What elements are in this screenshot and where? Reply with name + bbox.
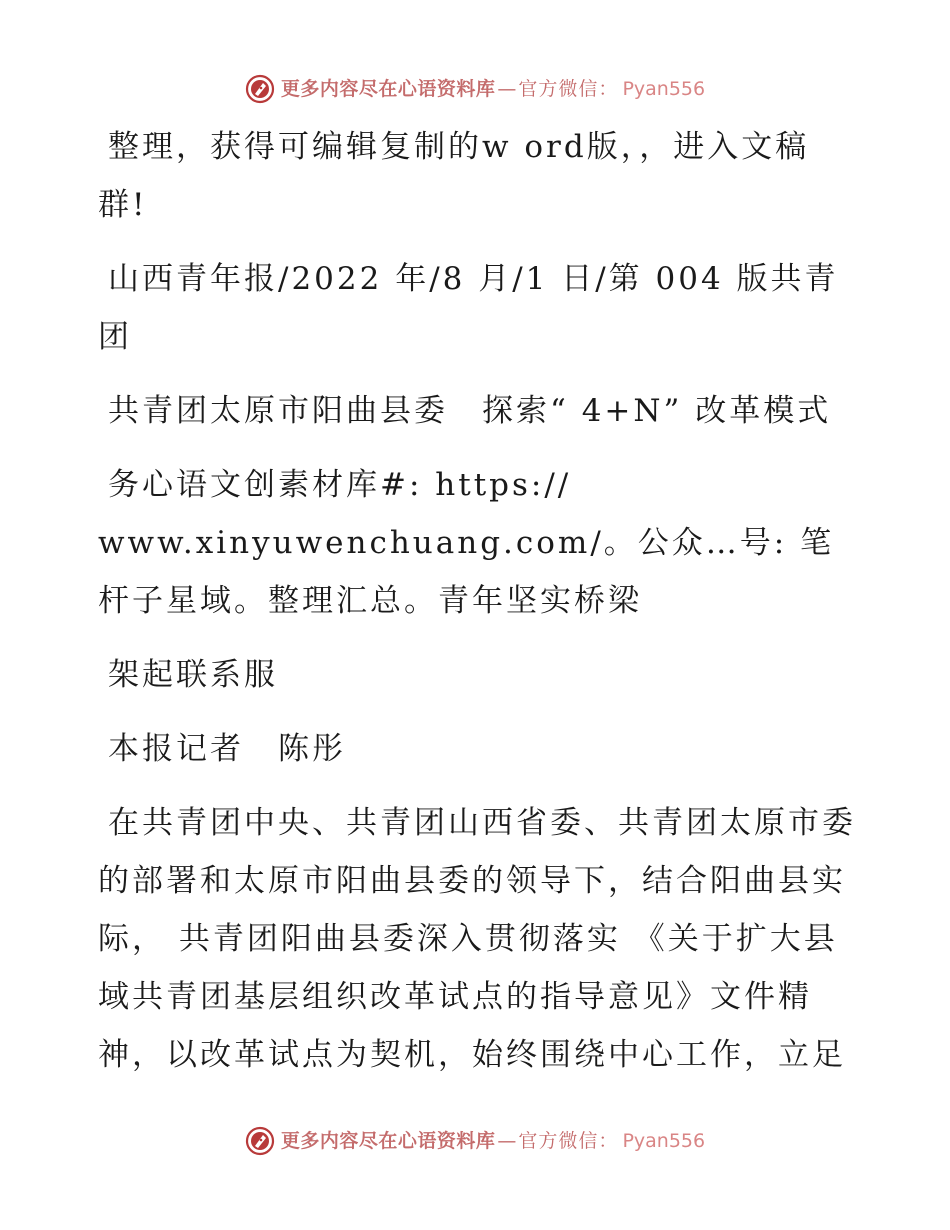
pen-nib-logo-icon	[245, 74, 275, 104]
header-official-label: 官方微信：	[518, 78, 619, 100]
paragraph-source: 山西青年报/2022 年/8 月/1 日/第 004 版共青团	[98, 261, 839, 355]
byline-author: 陈彤	[278, 731, 346, 767]
paragraph-material-note: 务心语文创素材库#: https:// www.xinyuwenchuang.com/。公众…号: 笔杆子星域。整理汇总。青年坚实桥梁	[98, 467, 835, 619]
paragraph-body: 在共青团中央、共青团山西省委、共青团太原市委的部署和太原市阳曲县委的领导下，结合阳曲县实际， 共青团阳曲县委深入贯彻落实 《关于扩大县域共青团基层组织改革试点的指导意见》文件精神，以改革试点为契机，始终围绕中心工作，立足	[98, 805, 856, 1073]
headline-title: 探索“ 4+N” 改革模式	[482, 393, 832, 429]
paragraph-headline	[98, 382, 858, 440]
byline-label: 本报记者	[108, 731, 244, 767]
document-body	[98, 118, 858, 1100]
footer-watermark	[0, 1126, 950, 1156]
paragraph-subtitle: 架起联系服	[108, 657, 278, 693]
footer-dash: —	[497, 1130, 517, 1152]
pen-nib-logo-icon	[245, 1126, 275, 1156]
header-watermark	[0, 74, 950, 104]
footer-official-label: 官方微信：	[518, 1130, 619, 1152]
header-dash: —	[497, 78, 517, 100]
paragraph-byline	[98, 720, 858, 778]
footer-brand-text: 更多内容尽在心语资料库	[280, 1130, 496, 1152]
paragraph-intro: 整理，获得可编辑复制的w ord版，，进入文稿群!	[98, 129, 810, 223]
footer-wechat-id: Pyan556	[622, 1130, 706, 1152]
headline-org: 共青团太原市阳曲县委	[108, 393, 448, 429]
header-wechat-id: Pyan556	[622, 78, 706, 100]
header-brand-text: 更多内容尽在心语资料库	[280, 78, 496, 100]
